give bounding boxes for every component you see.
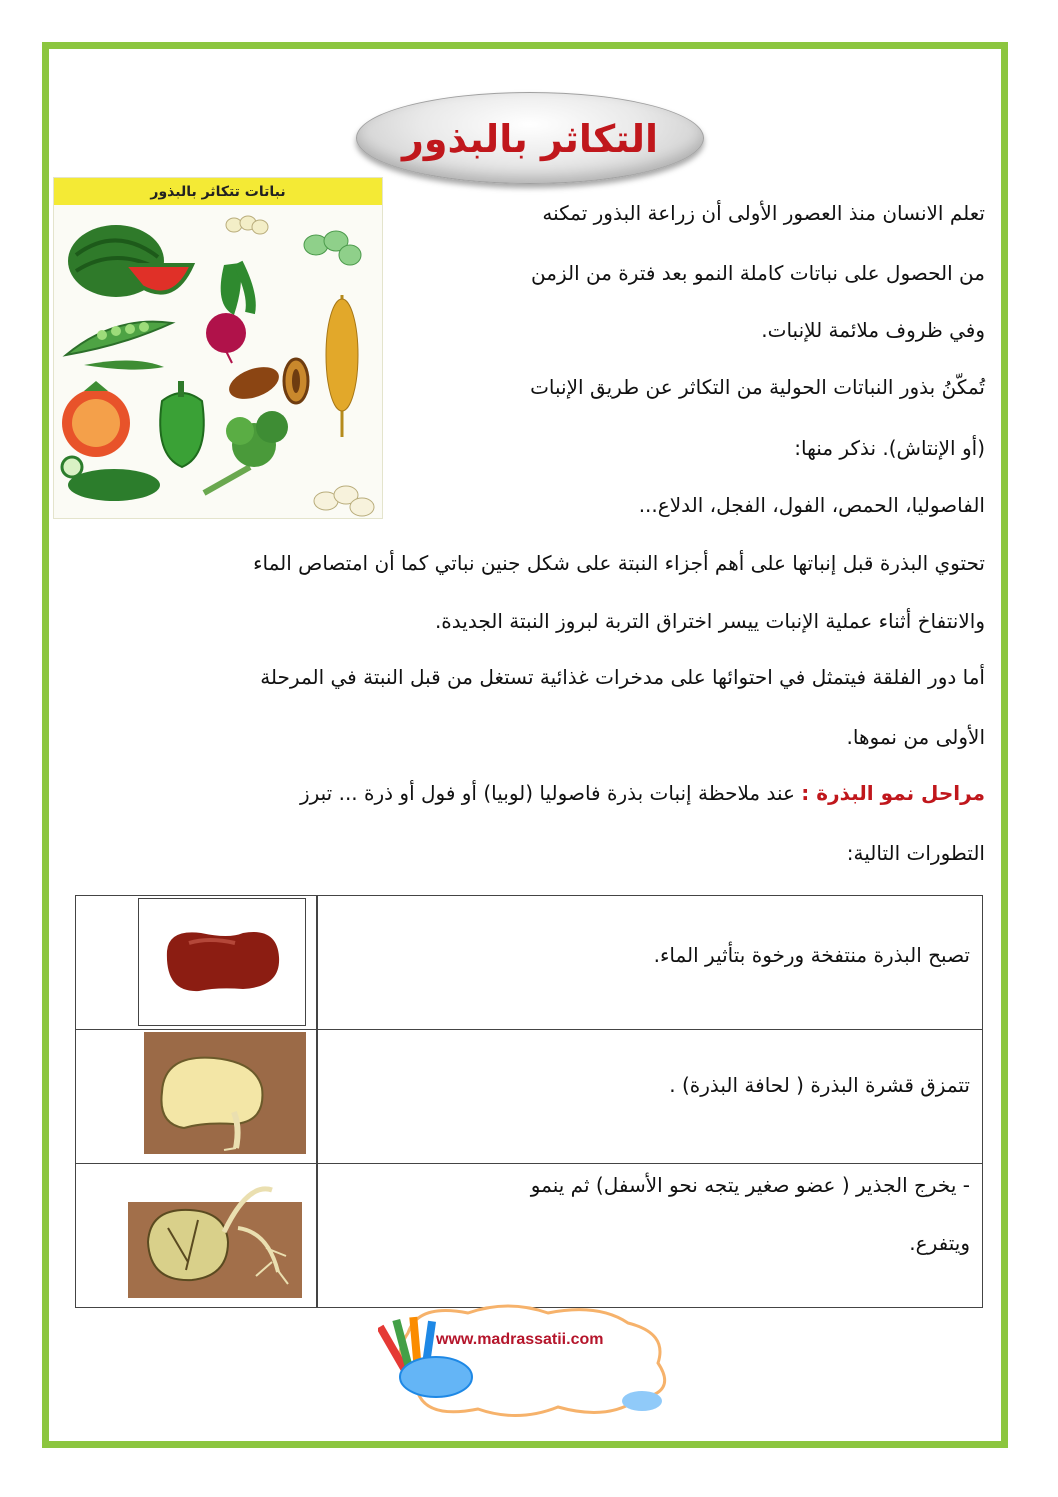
stages-intro-line-1 xyxy=(300,778,985,808)
table-row xyxy=(76,1030,982,1164)
bean-seed-icon xyxy=(161,1058,262,1128)
cucumber-icon xyxy=(68,469,160,501)
page-title: التكاثر بالبذور xyxy=(401,117,659,161)
stages-table xyxy=(75,895,983,1308)
para3-line-2: والانتفاخ أثناء عملية الإنبات ييسر اختراق التربة لبروز النبتة الجديدة. xyxy=(434,609,985,633)
vegetables-drawing xyxy=(54,205,382,518)
para2-line-3: الفاصوليا، الحمص، الفول، الفجل، الدلاع... xyxy=(638,493,985,517)
para4-line-2: الأولى من نموها. xyxy=(846,725,985,749)
illustration-header: نباتات تتكاثر بالبذور xyxy=(54,178,382,205)
para3-line-1: تحتوي البذرة قبل إنباتها على أهم أجزاء النبتة على شكل جنين نباتي كما أن امتصاص الماء xyxy=(253,551,985,575)
table-row xyxy=(76,1164,982,1307)
seed-plants-illustration xyxy=(53,177,383,519)
para2-line-2: (أو الإنتاش). نذكر منها: xyxy=(794,436,985,460)
swollen-seed-picture xyxy=(138,898,306,1026)
stages-label: مراحل نمو البذرة : xyxy=(801,781,985,805)
bean-seed-icon xyxy=(148,1210,228,1280)
splitting-seed-picture xyxy=(144,1032,306,1154)
title-badge xyxy=(356,92,704,184)
pepper-icon xyxy=(160,393,204,467)
germinating-seed-picture xyxy=(128,1172,302,1298)
cloud-icon xyxy=(400,1357,472,1397)
stage-2-text: تتمزق قشرة البذرة ( لحافة البذرة) . xyxy=(669,1073,970,1097)
footer-logo xyxy=(378,1303,678,1423)
intro-line-1: تعلم الانسان منذ العصور الأولى أن زراعة البذور تمكنه xyxy=(542,201,985,225)
stage-3-line-1: - يخرج الجذير ( عضو صغير يتجه نحو الأسفل) ثم ينمو xyxy=(530,1173,970,1197)
date-icon xyxy=(225,361,283,405)
stages-intro-text: عند ملاحظة إنبات بذرة فاصوليا (لوبيا) أو فول أو ذرة ... تبرز xyxy=(299,781,802,805)
stage-1-text: تصبح البذرة منتفخة ورخوة بتأثير الماء. xyxy=(653,943,970,967)
website-link[interactable]: www.madrassatii.com xyxy=(436,1331,604,1348)
table-row xyxy=(76,896,982,1030)
stages-intro-line-2: التطورات التالية: xyxy=(846,841,985,865)
para4-line-1: أما دور الفلقة فيتمثل في احتوائها على مدخرات غذائية تستغل من قبل النبتة في المرحلة xyxy=(260,665,985,689)
wheat-icon xyxy=(326,299,358,411)
para2-line-1: تُمكّنُ بذور النباتات الحولية من التكاثر عن طريق الإنبات xyxy=(530,375,985,399)
stage-3-line-2: ويتفرع. xyxy=(909,1231,970,1255)
pea-pod-icon xyxy=(66,322,172,355)
radish-icon xyxy=(206,313,246,353)
intro-line-3: وفي ظروف ملائمة للإنبات. xyxy=(761,318,985,342)
intro-line-2: من الحصول على نباتات كاملة النمو بعد فترة من الزمن xyxy=(531,261,985,285)
